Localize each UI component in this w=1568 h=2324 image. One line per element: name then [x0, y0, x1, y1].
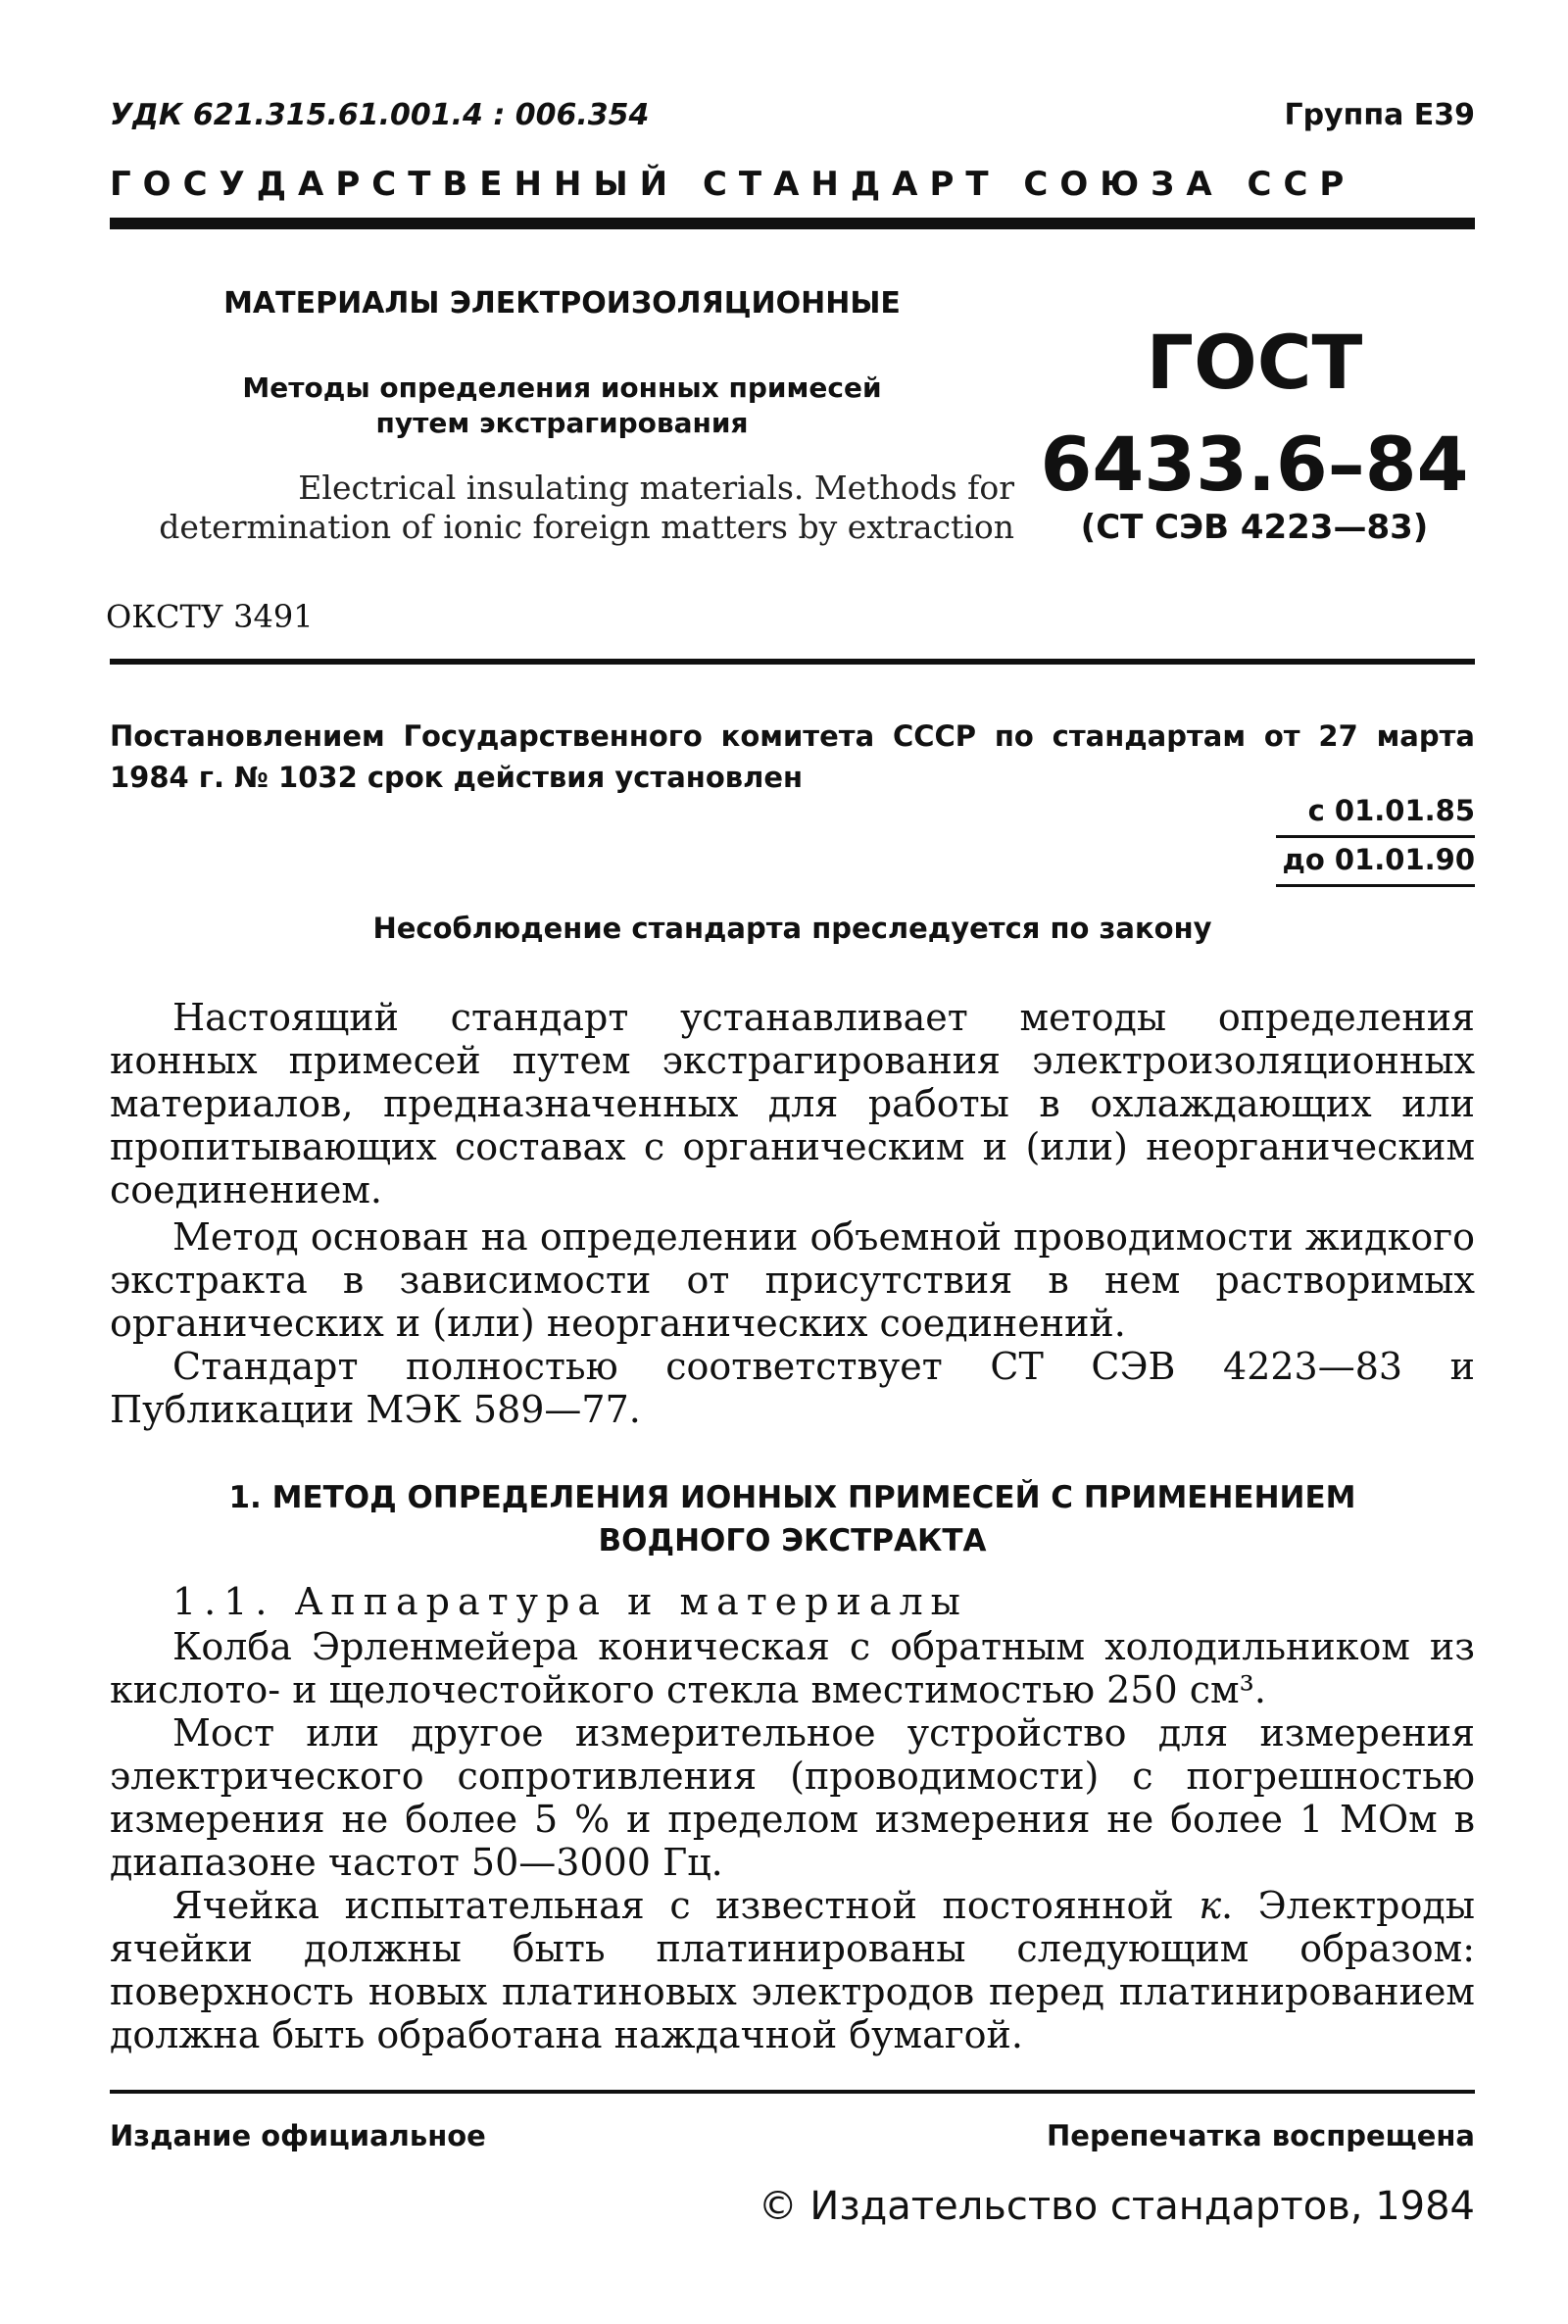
effective-to: до 01.01.90	[1282, 843, 1475, 876]
cell-text-start: Ячейка испытательная с известной постоянной	[172, 1884, 1200, 1927]
law-notice: Несоблюдение стандарта преследуется по закону	[372, 912, 1212, 945]
subtitle-line-1: Методы определения ионных примесей	[242, 371, 882, 404]
cell-constant-k: к	[1199, 1884, 1222, 1927]
document-title: МАТЕРИАЛЫ ЭЛЕКТРОИЗОЛЯЦИОННЫЕ	[223, 286, 901, 321]
paragraph-cell	[110, 1884, 1475, 2056]
group-code: Группа Е39	[1284, 98, 1475, 132]
english-title	[98, 469, 1014, 547]
subtitle-line-2: путем экстрагирования	[375, 407, 749, 439]
copyright-notice: © Издательство стандартов, 1984	[758, 2184, 1475, 2229]
english-line-2: determination of ionic foreign matters by extraction	[159, 508, 1014, 546]
gost-label: ГОСТ	[1146, 319, 1363, 406]
paragraph-method: Метод основан на определении объемной проводимости жидкого экстракта в зависимости от присутствия в нем растворимых органических и (или) неорганических соединений.	[110, 1215, 1475, 1345]
udk-code: УДК 621.315.61.001.4 : 006.354	[110, 98, 650, 132]
date-underline-2	[1276, 884, 1475, 887]
paragraph-scope: Настоящий стандарт устанавливает методы определения ионных примесей путем экстрагирования электроизоляционных материалов, предназначенных для работы в охлаждающих или пропитывающих составах с органическим и (или) неорганическим соединением.	[110, 996, 1475, 1211]
paragraph-bridge: Мост или другое измерительное устройство для измерения электрического сопротивления (проводимости) с погрешностью измерения не более 5 % и пределом измерения не более 1 МОм в диапазоне частот 50—3000 Гц.	[110, 1711, 1475, 1884]
paragraph-compliance: Стандарт полностью соответствует СТ СЭВ 4223—83 и Публикации МЭК 589—77.	[110, 1345, 1475, 1431]
paragraph-flask: Колба Эрленмейера коническая с обратным холодильником из кислото- и щелочестойкого стекла вместимостью 250 см³.	[110, 1625, 1475, 1711]
subsection-1-1-heading: 1.1. Аппаратура и материалы	[172, 1580, 968, 1623]
document-subtitle	[110, 371, 1014, 441]
gost-number: 6433.6–84	[1040, 420, 1469, 508]
gost-designation	[1039, 319, 1470, 508]
date-underline-1	[1276, 835, 1475, 838]
top-rule	[110, 218, 1475, 229]
section-1-line-2: ВОДНОГО ЭКСТРАКТА	[598, 1523, 987, 1558]
organization-header: ГОСУДАРСТВЕННЫЙ СТАНДАРТ СОЮЗА ССР	[110, 165, 1356, 204]
effective-from: с 01.01.85	[1307, 794, 1475, 827]
english-line-1: Electrical insulating materials. Methods for	[298, 469, 1014, 507]
section-1-line-1: 1. МЕТОД ОПРЕДЕЛЕНИЯ ИОННЫХ ПРИМЕСЕЙ С ПРИМЕНЕНИЕМ	[228, 1480, 1356, 1515]
official-edition: Издание официальное	[110, 2119, 486, 2152]
section-1-heading	[110, 1476, 1475, 1562]
middle-rule	[110, 659, 1475, 665]
cmea-reference: (СТ СЭВ 4223—83)	[1080, 508, 1429, 547]
reprint-prohibited: Перепечатка воспрещена	[1047, 2119, 1475, 2152]
cell-text-end: . Электроды ячейки должны быть платинированы следующим образом: поверхность новых платиновых электродов перед платинированием должна быть обработана наждачной бумагой.	[110, 1884, 1476, 2056]
okstu-code: ОКСТУ 3491	[106, 598, 314, 635]
decree-text: Постановлением Государственного комитета СССР по стандартам от 27 марта 1984 г. № 1032 срок действия установлен	[110, 719, 1475, 794]
bottom-rule	[110, 2090, 1475, 2094]
